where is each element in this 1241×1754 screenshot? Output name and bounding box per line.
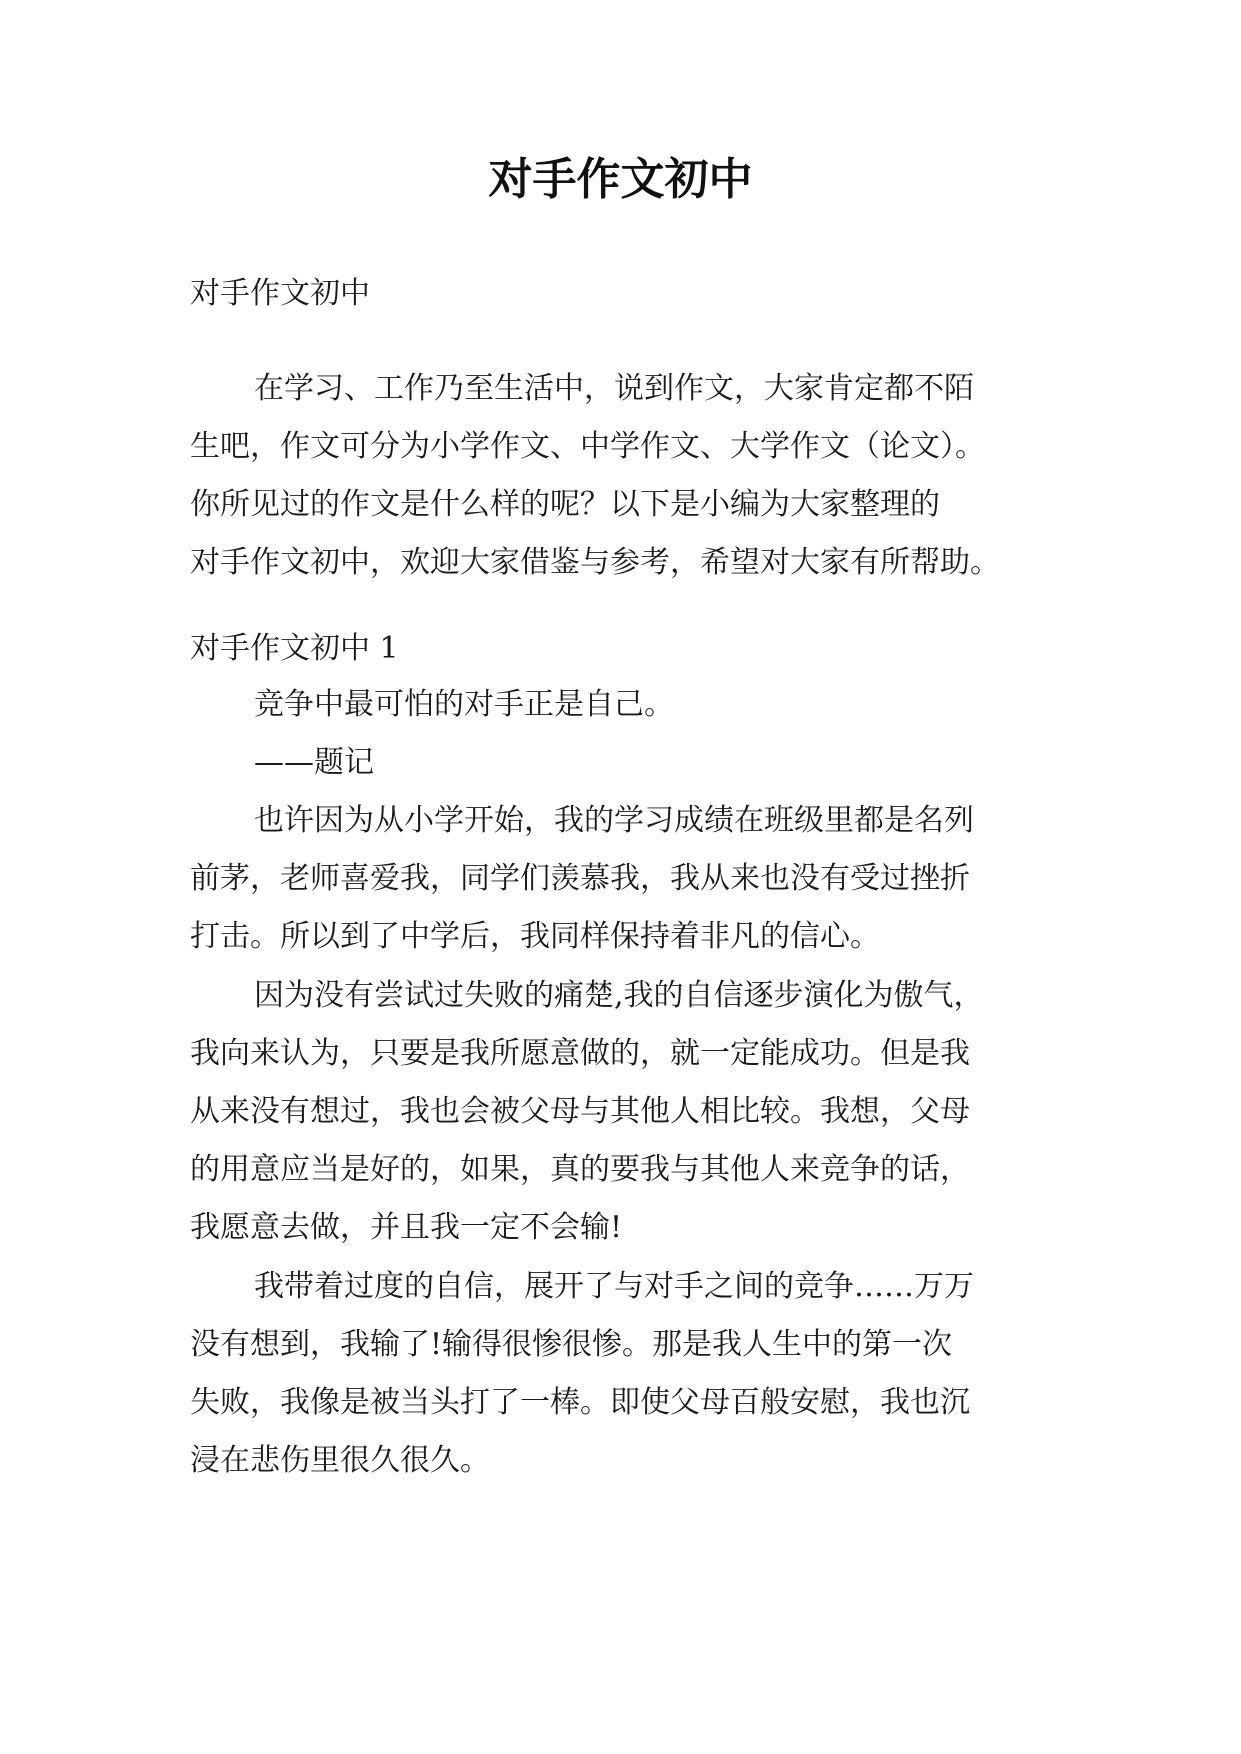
paragraph-line: 失败，我像是被当头打了一棒。即使父母百般安慰，我也沉 (190, 1385, 970, 1420)
intro-line: 在学习、工作乃至生活中，说到作文，大家肯定都不陌 (254, 371, 974, 406)
paragraph-line: 的用意应当是好的，如果，真的要我与其他人来竞争的话， (190, 1152, 970, 1187)
intro-line: 你所见过的作文是什么样的呢？以下是小编为大家整理的 (190, 487, 940, 522)
paragraph-1 (190, 792, 1050, 966)
paragraph-line: 没有想到，我输了!输得很惨很惨。那是我人生中的第一次 (190, 1327, 953, 1362)
paragraph-2 (190, 967, 1050, 1257)
paragraph-line: 打击。所以到了中学后，我同样保持着非凡的信心。 (190, 919, 880, 954)
document-title: 对手作文初中 (488, 154, 753, 205)
subtitle: 对手作文初中 (190, 276, 370, 311)
paragraph-line: 前茅，老师喜爱我，同学们羡慕我，我从来也没有受过挫折 (190, 861, 970, 896)
paragraph-line: 我向来认为，只要是我所愿意做的，就一定能成功。但是我 (190, 1036, 970, 1071)
intro-line: 生吧，作文可分为小学作文、中学作文、大学作文（论文）。 (190, 429, 985, 464)
paragraph-line: 因为没有尝试过失败的痛楚,我的自信逐步演化为傲气， (254, 978, 984, 1013)
paragraph-line: 浸在悲伤里很久很久。 (190, 1443, 490, 1478)
epigraph-source: ——题记 (254, 745, 374, 780)
paragraph-line: 我带着过度的自信，展开了与对手之间的竞争……万万 (254, 1269, 974, 1304)
intro-paragraph (190, 360, 1050, 592)
paragraph-3 (190, 1258, 1050, 1490)
paragraph-line: 从来没有想过，我也会被父母与其他人相比较。我想，父母 (190, 1094, 970, 1129)
intro-line: 对手作文初中，欢迎大家借鉴与参考，希望对大家有所帮助。 (190, 545, 1000, 580)
section-heading: 对手作文初中 1 (190, 631, 399, 666)
paragraph-line: 我愿意去做，并且我一定不会输! (190, 1210, 623, 1245)
epigraph: 竞争中最可怕的对手正是自己。 (254, 687, 674, 722)
paragraph-line: 也许因为从小学开始，我的学习成绩在班级里都是名列 (254, 803, 974, 838)
